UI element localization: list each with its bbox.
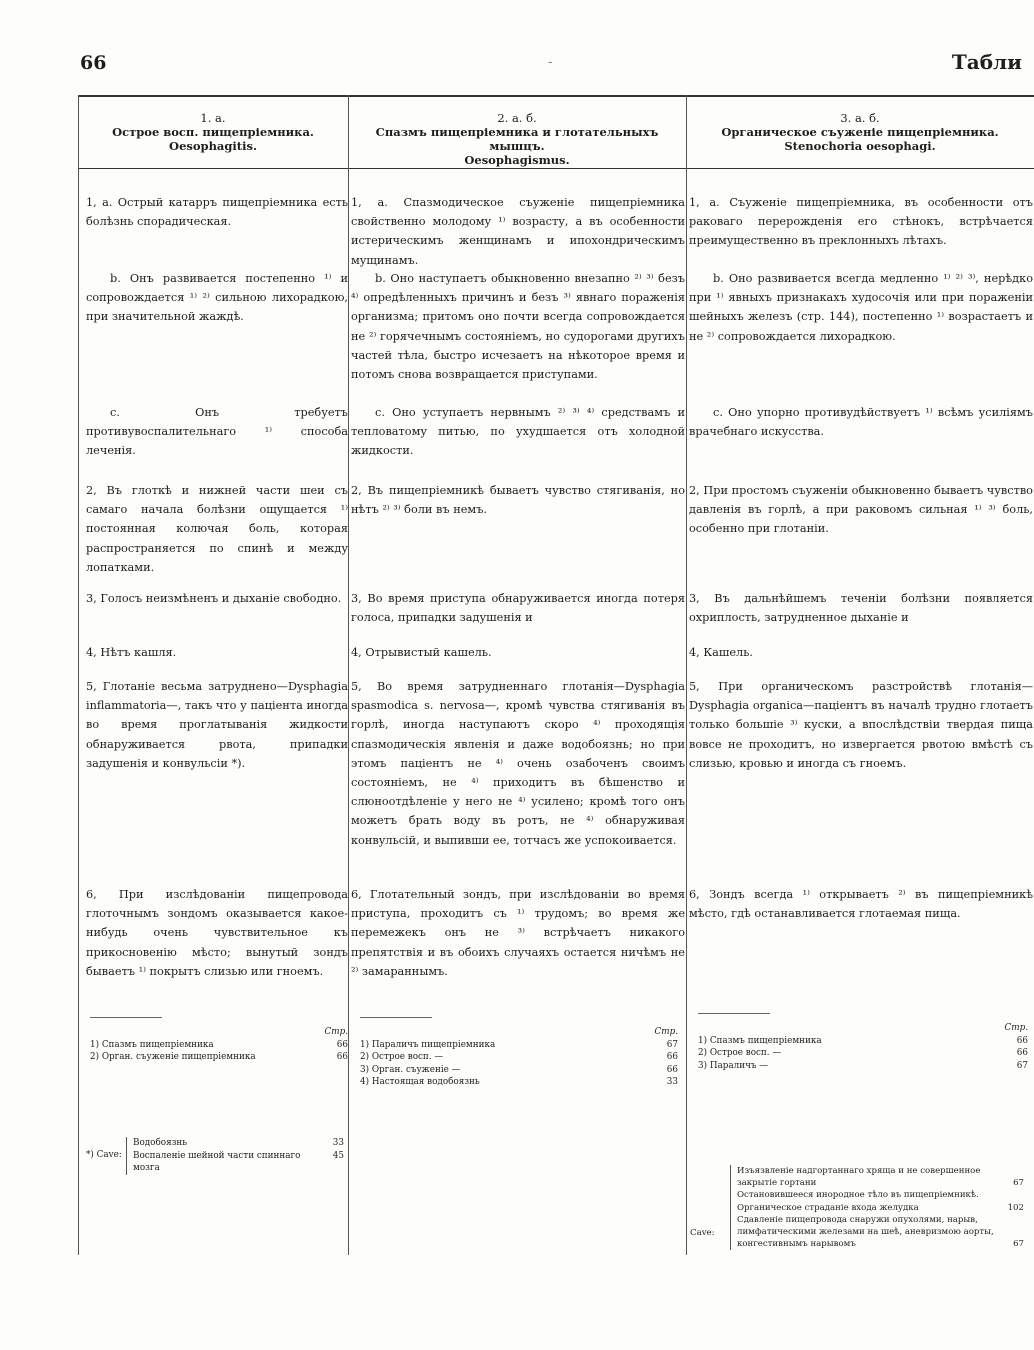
cave-row [737, 1202, 1024, 1214]
footnote-label: 1) Спазмъ пищепріемника [90, 1039, 214, 1050]
running-head: Табли [951, 50, 1022, 74]
list-item: 4, Кашель. [689, 646, 753, 659]
footnote-label: 1) Параличъ пищепріемника [360, 1039, 496, 1050]
footnote-label: 4) Настоящая водобоязнь [360, 1077, 480, 1088]
list-item: b. Оно наступаетъ обыкновенно внезапно ²⁾ ³⁾ безъ ⁴⁾ опредѣленныхъ причинъ и безъ ³⁾ явнаго пораженія организма; притомъ оно почти всегда сопровождается не ²⁾ горячечнымъ состояніемъ, но судорогами другихъ частей тѣла, быстро исчезаетъ на нѣкоторое время и потомъ снова возвращается приступами. [351, 272, 685, 382]
cave-label: Cave: [690, 1228, 715, 1238]
list-item: 5, Глотаніе весьма затруднено—Dysphagia inflammatoria—, такъ что у пацiента иногда во время проглатыванія жидкости обнаруживается рвота, припадки задушенія и конвульсіи *). [86, 680, 348, 770]
column-title: Спазмъ пищепріемника и глотательныхъ мышцъ. [375, 125, 659, 153]
footnote-rule [360, 1017, 432, 1018]
footnote-page: 33 [666, 1077, 678, 1088]
column-latin: Oesophagitis. [169, 139, 257, 153]
page-number: 66 [80, 52, 107, 74]
cave-page: 67 [1013, 1239, 1024, 1250]
footnote-rule [698, 1013, 770, 1014]
footnote-row [360, 1039, 678, 1052]
column-divider [78, 95, 79, 1255]
table-header-rule [78, 168, 1034, 169]
list-item: 3, Въ дальнѣйшемъ теченіи болѣзни появляется охриплость, затрудненное дыханіе и [689, 592, 1033, 625]
list-item: 6, Глотательный зондъ, при изслѣдованіи во время приступа, проходитъ съ ¹⁾ трудомъ; во время же перемежекъ онъ не ³⁾ встрѣчаетъ никакого препятствія и въ обоихъ случаяхъ остается ничѣмъ не ²⁾ замараннымъ. [351, 888, 685, 978]
cave-page: 33 [332, 1138, 344, 1148]
list-item: c. Онъ требуетъ противувоспалительнаго ¹⁾ способа леченія. [86, 406, 348, 458]
column-number: 3. а. б. [840, 111, 880, 125]
footnote-label: 3) Параличъ — [698, 1060, 769, 1071]
list-item: 1, а. Спазмодическое съуженіе пищепріемника свойственно молодому ¹⁾ возрасту, а въ особенности истерическимъ женщинамъ и ипохондрическимъ мущинамъ. [351, 196, 685, 267]
column-title: Острое восп. пищепріемника. [112, 125, 314, 139]
column-header-2 [350, 111, 684, 167]
list-item: 4, Отрывистый кашель. [351, 646, 492, 659]
list-item: 5, При органическомъ разстройствѣ глотанія—Dysphagia organica—пацiентъ въ началѣ трудно глотаетъ только большіе ³⁾ куски, а впослѣдствіи твердая пища вовсе не проходитъ, но извергается рвотою вмѣстѣ съ слизью, кровью и иногда съ гноемъ. [689, 680, 1033, 770]
list-item: 3, Голосъ неизмѣненъ и дыханіе свободно. [86, 592, 342, 605]
footnote-header: Стр. [324, 1027, 348, 1037]
list-item: 2, Въ пищепріемникѣ бываетъ чувство стягиванія, но нѣтъ ²⁾ ³⁾ боли въ немъ. [351, 484, 685, 517]
column-header-3 [688, 111, 1032, 153]
cave-row [133, 1150, 344, 1175]
list-item: b. Оно развивается всегда медленно ¹⁾ ²⁾ ³⁾, нерѣдко при ¹⁾ явныхъ признакахъ худосочія или при пораженіи шейныхъ железъ (стр. 144), постепенно ¹⁾ возрастаетъ и не ²⁾ сопровождается лихорадкою. [689, 272, 1033, 343]
list-item: 3, Во время приступа обнаруживается иногда потеря голоса, припадки задушенія и [351, 592, 685, 625]
footnote-header: Стр. [1004, 1023, 1028, 1033]
column-title: Органическое съуженіе пищепріемника. [721, 125, 999, 139]
column-latin: Oesophagismus. [464, 153, 570, 167]
footnote-row [698, 1047, 1028, 1060]
footnote-row [90, 1051, 348, 1064]
list-item: 1, а. Съуженіе пищепріемника, въ особенности отъ раковаго перерожденія его стѣнокъ, встрѣчается преимущественно въ преклонныхъ лѣтахъ. [689, 196, 1033, 248]
cave-row [737, 1214, 1024, 1251]
cave-row [133, 1137, 344, 1150]
column-number: 1. а. [200, 111, 226, 125]
column-header-1 [80, 111, 346, 153]
cave-item: Водобоязнь [133, 1138, 188, 1148]
footnote-label: 1) Спазмъ пищепріемника [698, 1035, 822, 1046]
cave-item: Воспаленіе шейной части спиннаго мозга [133, 1150, 301, 1174]
footnote-page: 66 [666, 1064, 678, 1075]
list-item: 2, Въ глоткѣ и нижней части шеи съ самаго начала болѣзни ощущается ¹⁾ постоянная колючая боль, которая распространяется по спинѣ и между лопатками. [86, 484, 348, 574]
list-item: 2, При простомъ съуженіи обыкновенно бываетъ чувство давленія въ горлѣ, а при раковомъ сильная ¹⁾ ³⁾ боль, особенно при глотаніи. [689, 484, 1033, 536]
cave-row [737, 1189, 1024, 1201]
footnote-label: 2) Орган. съуженіе пищепріемника [90, 1052, 256, 1063]
footnote-label: 3) Орган. съуженіе — [360, 1064, 461, 1075]
footnotes-2 [360, 1017, 678, 1089]
column-number: 2. а. б. [497, 111, 537, 125]
footnotes-1 [90, 1017, 348, 1064]
footnote-row [698, 1060, 1028, 1073]
list-item: 6, При изслѣдованіи пищепровода глоточнымъ зондомъ оказывается какое-нибудь очень чувствительное къ прикосновенію мѣсто; вынутый зондъ бываетъ ¹⁾ покрытъ слизью или гноемъ. [86, 888, 348, 978]
footnote-page: 66 [336, 1039, 348, 1050]
list-item: 5, Во время затрудненнаго глотанія—Dysphagia spasmodica s. nervosa—, кромѣ чувства стягиванія въ горлѣ, иногда наступаютъ скоро ⁴⁾ проходящія спазмодическія явленія и даже водобоязнь; но при этомъ пацiентъ не ⁴⁾ очень озабоченъ своимъ состояніемъ, не ⁴⁾ приходитъ въ бѣшенство и слюноотдѣленіе у него не ⁴⁾ усилено; кромѣ того онъ можетъ брать воду въ ротъ, не ⁴⁾ обнаруживая конвульсій, и выпивши ее, тотчасъ же успокоивается. [351, 680, 685, 847]
list-item: 4, Нѣтъ кашля. [86, 646, 177, 659]
footnote-row [360, 1064, 678, 1077]
list-item: 6, Зондъ всегда ¹⁾ открываетъ ²⁾ въ пищепріемникѣ мѣсто, гдѣ останавливается глотаемая пища. [689, 888, 1033, 921]
footnote-page: 66 [1016, 1048, 1028, 1059]
footnote-header: Стр. [654, 1027, 678, 1037]
cave-item: Остановившееся инородное тѣло въ пищепріемникѣ. [737, 1190, 979, 1201]
cave-page: 102 [1007, 1202, 1024, 1213]
footnote-row [698, 1035, 1028, 1048]
cave-item: Изъязвленіе надгортаннаго хряща и не совершенное закрытіе гортани [737, 1166, 981, 1189]
column-latin: Stenochoria oesophagi. [784, 139, 936, 153]
cave-row [737, 1165, 1024, 1189]
footnote-row [360, 1076, 678, 1089]
footnote-page: 66 [336, 1052, 348, 1063]
list-item: c. Оно уступаетъ нервнымъ ²⁾ ³⁾ ⁴⁾ средствамъ и тепловатому питью, по ухудшается отъ холодной жидкости. [351, 406, 685, 458]
cave-list [126, 1137, 344, 1175]
footnote-page: 66 [666, 1052, 678, 1063]
list-item: b. Онъ развивается постепенно ¹⁾ и сопровождается ¹⁾ ²⁾ сильною лихорадкою, при значительной жаждѣ. [86, 272, 348, 324]
footnote-page: 67 [666, 1039, 678, 1050]
footnote-page: 66 [1016, 1035, 1028, 1046]
cave-item: Сдавленіе пищепровода снаружи опухолями, нарыв, лимфатическими железами на шеѣ, аневризмою аорты, конгестивнымъ нарывомъ [737, 1214, 994, 1250]
cave-page: 67 [1013, 1178, 1024, 1189]
center-mark: - [548, 54, 553, 70]
footnote-label: 2) Острое восп. — [698, 1048, 782, 1059]
table-top-rule [78, 95, 1034, 97]
list-item: c. Оно упорно противудѣйствуетъ ¹⁾ всѣмъ усиліямъ врачебнаго искусства. [689, 406, 1033, 439]
footnote-row [90, 1039, 348, 1052]
footnote-rule [90, 1017, 162, 1018]
footnote-label: 2) Острое восп. — [360, 1052, 444, 1063]
list-item: 1, а. Острый катарръ пищепріемника есть болѣзнь спорадическая. [86, 196, 348, 229]
footnote-row [360, 1051, 678, 1064]
column-divider [686, 95, 687, 1255]
comparison-table [78, 95, 1034, 1255]
cave-list [730, 1165, 1024, 1250]
cave-item: Органическое страданіе входа желудка [737, 1202, 919, 1213]
column-divider [348, 95, 349, 1255]
cave-label: *) Cave: [86, 1150, 122, 1160]
footnote-page: 67 [1016, 1060, 1028, 1071]
footnotes-3 [698, 1013, 1028, 1072]
cave-page: 45 [332, 1150, 344, 1161]
